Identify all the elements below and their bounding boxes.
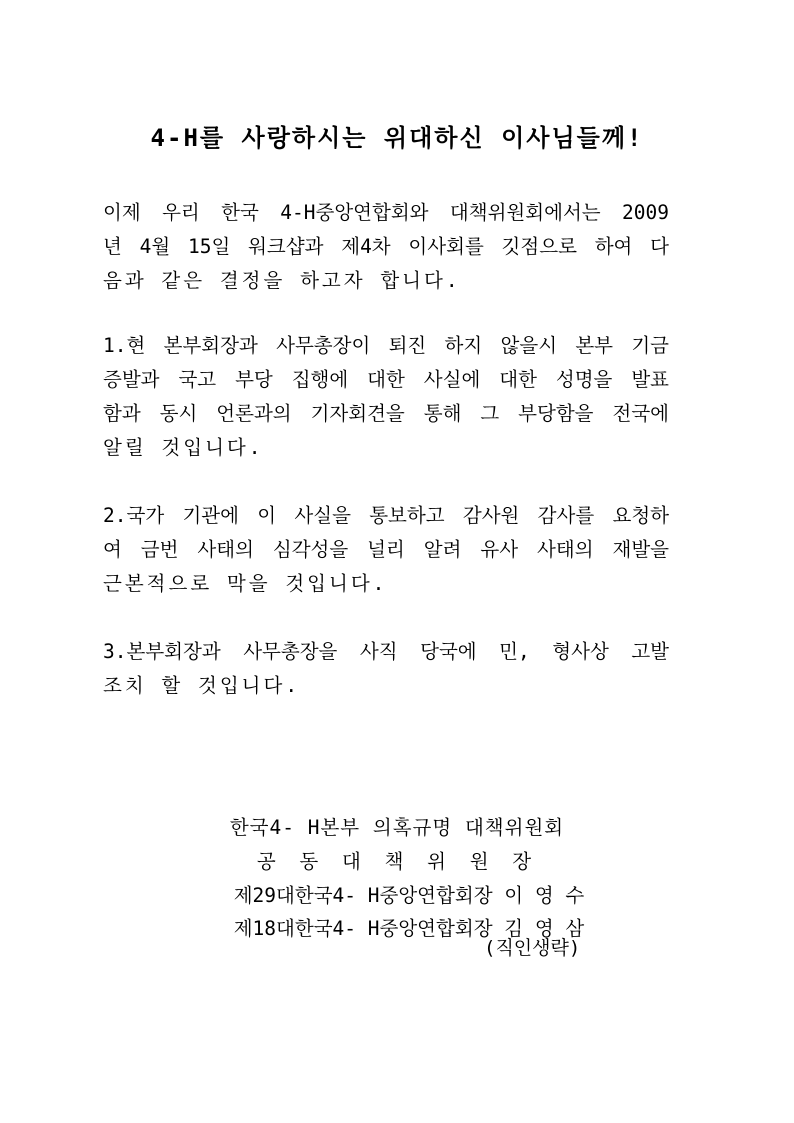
intro-line: 음과 같은 결정을 하고자 합니다. [103,269,461,292]
item-line: 근본적으로 막을 것입니다. [103,572,388,595]
item-line: 알릴 것입니다. [103,436,264,459]
item-line: 여 금번 사태의 심각성을 널리 알려 유사 사태의 재발을 [103,538,669,561]
signature-org: 한국4- H본부 의혹규명 대책위원회 [229,816,565,839]
signature-person-2: 제18대한국4- H중앙연합회장 김 영 삼 [233,917,585,940]
item-line: 1.현 본부회장과 사무총장이 퇴진 하지 않을시 본부 기금 [103,334,669,357]
signature-role: 공 동 대 책 위 원 장 [256,850,538,873]
signature-person-1: 제29대한국4- H중앙연합회장 이 영 수 [233,884,585,907]
item-line: 조치 할 것입니다. [103,674,301,697]
intro-line: 이제 우리 한국 4-H중앙연합회와 대책위원회에서는 2009 [103,201,669,224]
seal-omitted-note: (직인생략) [484,937,581,959]
item-line: 2.국가 기관에 이 사실을 통보하고 감사원 감사를 요청하 [103,504,669,527]
letter-title: 4-H를 사랑하시는 위대하신 이사님들께! [150,124,644,152]
item-line: 3.본부회장과 사무총장을 사직 당국에 민, 형사상 고발 [103,640,669,663]
item-line: 증발과 국고 부당 집행에 대한 사실에 대한 성명을 발표 [103,368,669,391]
intro-line: 년 4월 15일 워크샵과 제4차 이사회를 깃점으로 하여 다 [103,235,669,258]
item-line: 함과 동시 언론과의 기자회견을 통해 그 부당함을 전국에 [103,402,669,425]
